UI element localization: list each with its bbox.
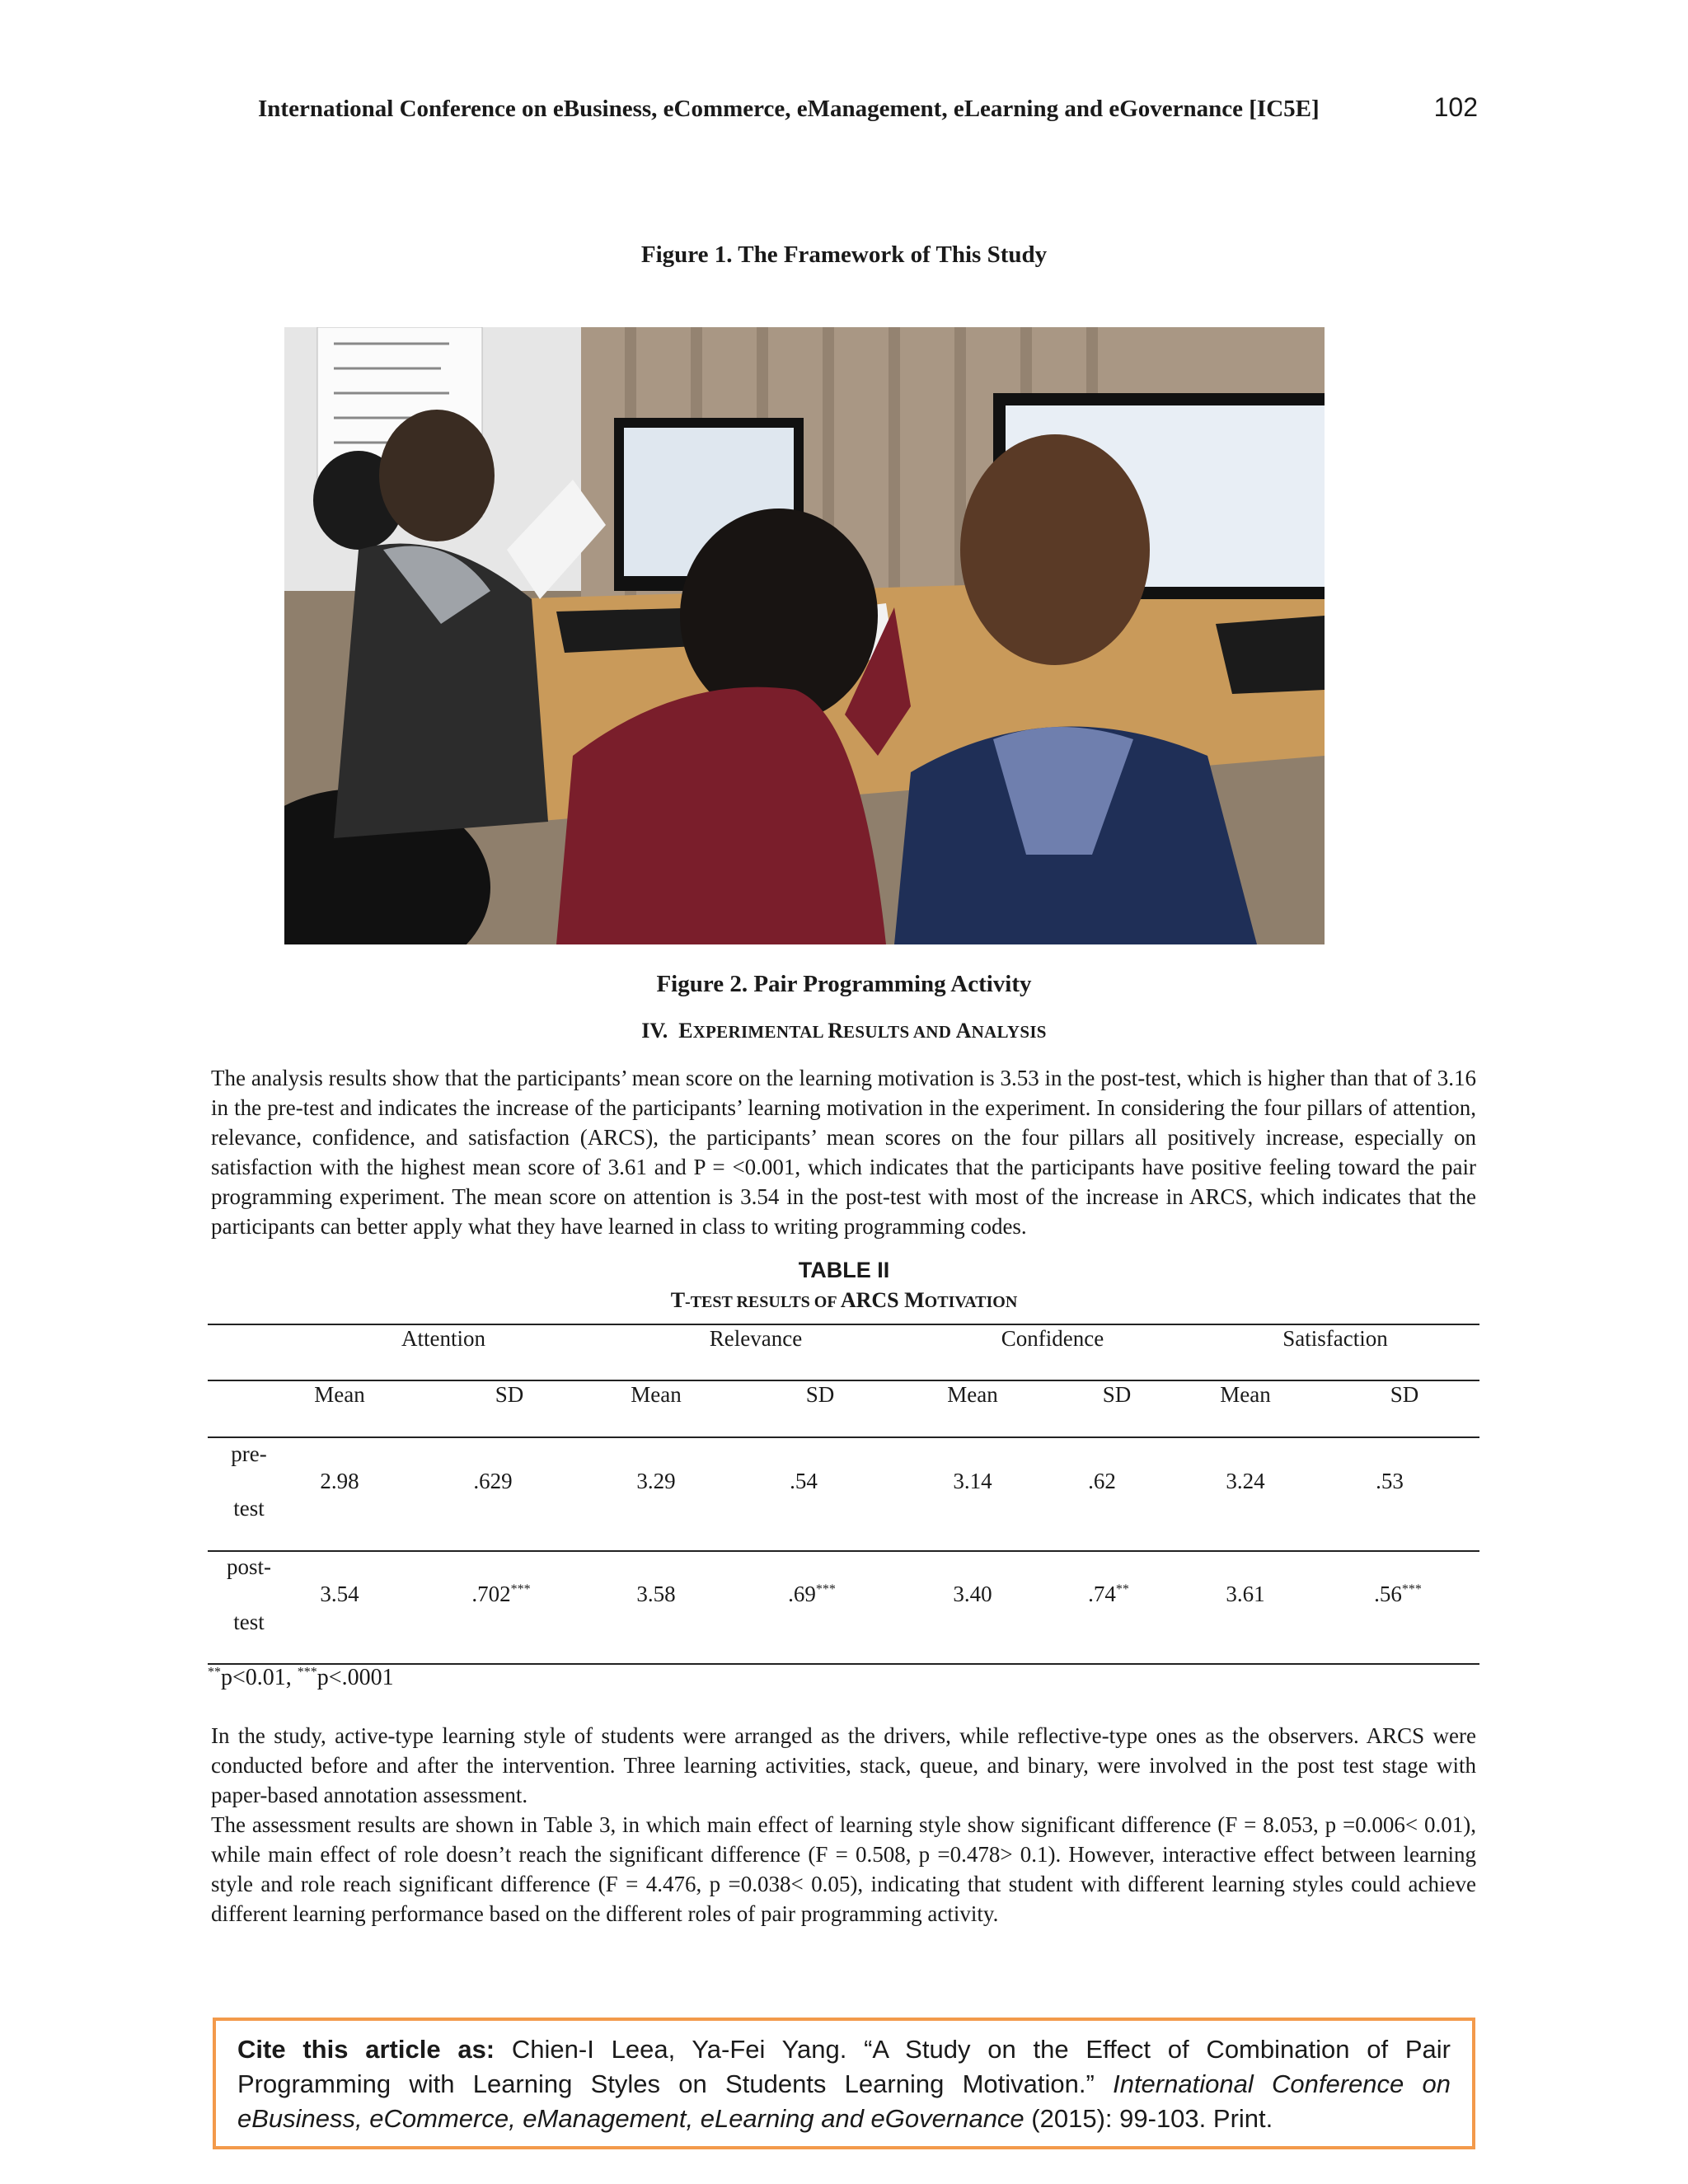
table-bottom-rule (208, 1663, 1479, 1665)
section-title-esults-and: ESULTS AND (843, 1022, 956, 1042)
table-cell: .56*** (1374, 1582, 1422, 1606)
citation-lead: Cite this article as: (237, 2035, 495, 2064)
table-cell: .53 (1376, 1469, 1404, 1493)
table-subheader: SD (1390, 1382, 1419, 1407)
conference-title: International Conference on eBusiness, eCommerce, eManagement, eLearning and eGovernance [IC5E] (258, 96, 1320, 122)
table-cell: .702*** (471, 1582, 531, 1606)
table-subheader: Mean (947, 1382, 998, 1407)
table-group-attention: Attention (401, 1326, 485, 1351)
table-cell: 3.24 (1226, 1469, 1265, 1493)
table-title (0, 1288, 1688, 1313)
table-subheader: SD (805, 1382, 835, 1407)
table-cell: .62 (1088, 1469, 1116, 1493)
table-subheader: Mean (314, 1382, 365, 1407)
citation-authors-title: Chien-I Leea, Ya-Fei Yang. “A Study on the Effect of Combination of Pair Programming with Learning Styles on Students Learning Motivation.” (237, 2035, 1451, 2098)
row-label-post: post- (227, 1554, 271, 1579)
citation-tail: (2015): 99-103. Print. (1024, 2104, 1273, 2133)
table-subheader: SD (495, 1382, 524, 1407)
table-cell: 3.58 (636, 1582, 676, 1606)
citation-box (213, 2018, 1475, 2149)
section-heading (0, 1019, 1688, 1043)
paragraph-study-design: In the study, active-type learning style of students were arranged as the drivers, while reflective-type ones as the observers. ARCS were conducted before and after the intervention. Three learning activities, stack, queue, and binary, were involved in the post test stage with paper-based annotation assessment. (211, 1723, 1476, 1807)
table-label: TABLE II (798, 1258, 890, 1282)
section-number: IV. (641, 1019, 668, 1043)
page-number: 102 (1433, 92, 1478, 122)
section-title-e: E (678, 1019, 693, 1043)
table-subheader: Mean (1220, 1382, 1271, 1407)
table-cell: 2.98 (320, 1469, 359, 1493)
paragraph-results: The analysis results show that the participants’ mean score on the learning motivation is 3.53 in the post-test, which is higher than that of 3.16 in the pre-test and indicates the increase of the participants’ learning motivation in the experiment. In considering the four pillars of attention, relevance, confidence, and satisfaction (ARCS), the participants’ mean scores on the four pillars all positively increase, especially on satisfaction with the highest mean score of 3.61 and P = <0.001, which indicates that the participants have positive feeling toward the pair programming experiment. The mean score on attention is 3.54 in the post-test with most of the increase in ARCS, which indicates that the participants can better apply what they have learned in class to writing programming codes. (211, 1066, 1476, 1239)
section-title-xperimental: XPERIMENTAL (692, 1022, 828, 1042)
table-title-arcs-m: ARCS M (840, 1288, 925, 1312)
photo-illustration (284, 327, 1325, 944)
table-group-relevance: Relevance (709, 1326, 803, 1351)
row-label-pre-test: test (233, 1496, 265, 1521)
table-title-t: T (670, 1288, 686, 1312)
table-cell: 3.40 (953, 1582, 992, 1606)
table-rule-3 (208, 1550, 1479, 1552)
table-subheader: SD (1102, 1382, 1132, 1407)
table-subheader: Mean (631, 1382, 682, 1407)
running-header (258, 92, 1478, 132)
section-title-nalysis: NALYSIS (971, 1022, 1047, 1042)
table-cell: .629 (473, 1469, 513, 1493)
table-group-satisfaction: Satisfaction (1282, 1326, 1388, 1351)
table-cell: 3.14 (953, 1469, 992, 1493)
row-label-pre: pre- (231, 1441, 267, 1466)
table-cell: .69*** (788, 1582, 836, 1606)
paragraph-assessment: The assessment results are shown in Table 3, in which main effect of learning style show significant difference (F = 8.053, p =0.006< 0.01), while main effect of role doesn’t reach the significant difference (F = 0.508, p =0.478> 0.1). However, interactive effect between learning style and role reach significant difference (F = 4.476, p =0.038< 0.05), indicating that student with different learning styles could achieve different learning performance based on the different roles of pair programming activity. (211, 1812, 1476, 1926)
figure-2-caption: Figure 2. Pair Programming Activity (656, 971, 1032, 997)
pair-programming-photo (284, 327, 1325, 944)
table-title-test-results-of: -TEST RESULTS OF (685, 1293, 841, 1311)
row-label-post-test: test (233, 1610, 265, 1634)
table-cell: .54 (790, 1469, 818, 1493)
table-cell: 3.54 (320, 1582, 359, 1606)
figure-1-caption: Figure 1. The Framework of This Study (640, 241, 1048, 268)
table-cell: 3.29 (636, 1469, 676, 1493)
table-cell: 3.61 (1226, 1582, 1265, 1606)
table-rule-2 (208, 1436, 1479, 1438)
table-top-rule (208, 1324, 1479, 1325)
table-rule-1 (208, 1380, 1479, 1381)
citation-venue: International Conference on eBusiness, eCommerce, eManagement, eLearning and eGovernance (237, 2069, 1451, 2133)
table-group-confidence: Confidence (1001, 1326, 1104, 1351)
table-footnote: **p<0.01, ***p<.0001 (208, 1665, 394, 1690)
table-cell: .74** (1088, 1582, 1129, 1606)
table-title-otivation: OTIVATION (924, 1293, 1018, 1311)
section-title-a: A (955, 1019, 972, 1043)
section-title-r: R (828, 1019, 844, 1043)
